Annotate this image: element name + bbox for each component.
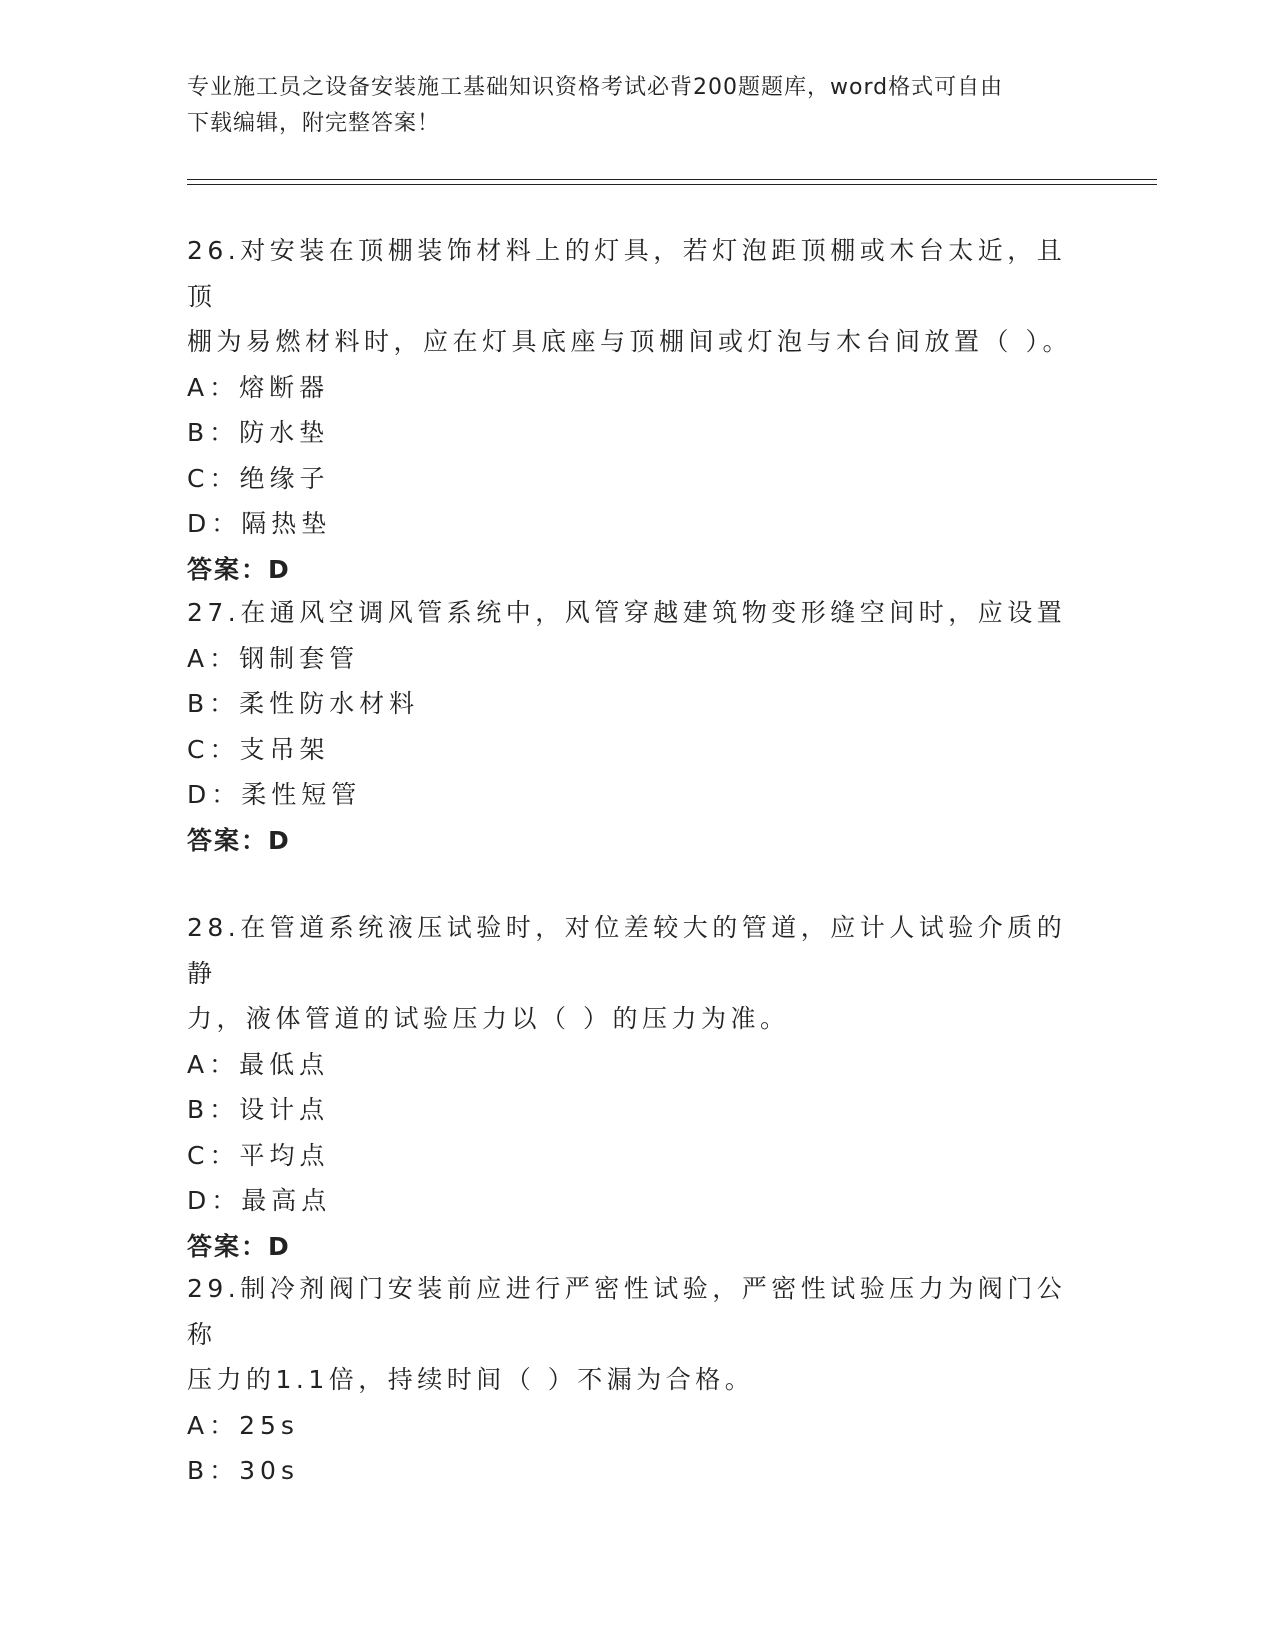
option-b: B：设计点	[187, 1095, 330, 1124]
header-line-2: 下载编辑，附完整答案！	[187, 111, 441, 136]
option-d: D：柔性短管	[187, 780, 362, 809]
option-b: B：柔性防水材料	[187, 689, 420, 718]
header-divider-bottom	[187, 184, 1157, 185]
option-a: A：钢制套管	[187, 643, 360, 673]
question-stem-line: 26.对安装在顶棚装饰材料上的灯具，若灯泡距顶棚或木台太近，且顶	[187, 236, 1067, 311]
document-header	[187, 70, 1087, 142]
question-29	[187, 1266, 1087, 1494]
question-stem-line: 力，液体管道的试验压力以（ ）的压力为准。	[187, 1004, 790, 1033]
answer-line: 答案：D	[187, 1231, 291, 1261]
option-c: C：平均点	[187, 1140, 330, 1170]
option-d: D：隔热垫	[187, 509, 332, 538]
question-27	[187, 590, 1087, 863]
header-line-1: 专业施工员之设备安装施工基础知识资格考试必背200题题库，word格式可自由	[187, 75, 1004, 100]
question-stem-line: 28.在管道系统液压试验时，对位差较大的管道，应计人试验介质的静	[187, 913, 1067, 988]
question-stem-line: 压力的1.1倍，持续时间（ ）不漏为合格。	[187, 1365, 755, 1394]
option-c: C：支吊架	[187, 734, 330, 764]
question-stem-line: 29.制冷剂阀门安装前应进行严密性试验，严密性试验压力为阀门公称	[187, 1274, 1067, 1349]
question-26	[187, 228, 1087, 592]
answer-line: 答案：D	[187, 825, 291, 855]
option-a: A：25s	[187, 1410, 299, 1440]
option-b: B：防水垫	[187, 418, 330, 447]
option-a: A：最低点	[187, 1049, 330, 1079]
option-a: A：熔断器	[187, 372, 330, 402]
option-c: C：绝缘子	[187, 463, 330, 493]
question-28	[187, 905, 1087, 1269]
option-b: B：30s	[187, 1456, 299, 1485]
header-divider-top	[187, 179, 1157, 180]
answer-line: 答案：D	[187, 554, 291, 584]
question-stem-line: 棚为易燃材料时，应在灯具底座与顶棚间或灯泡与木台间放置（ ）。	[187, 327, 1072, 356]
question-stem-line: 27.在通风空调风管系统中，风管穿越建筑物变形缝空间时，应设置	[187, 598, 1067, 627]
option-d: D：最高点	[187, 1186, 332, 1215]
